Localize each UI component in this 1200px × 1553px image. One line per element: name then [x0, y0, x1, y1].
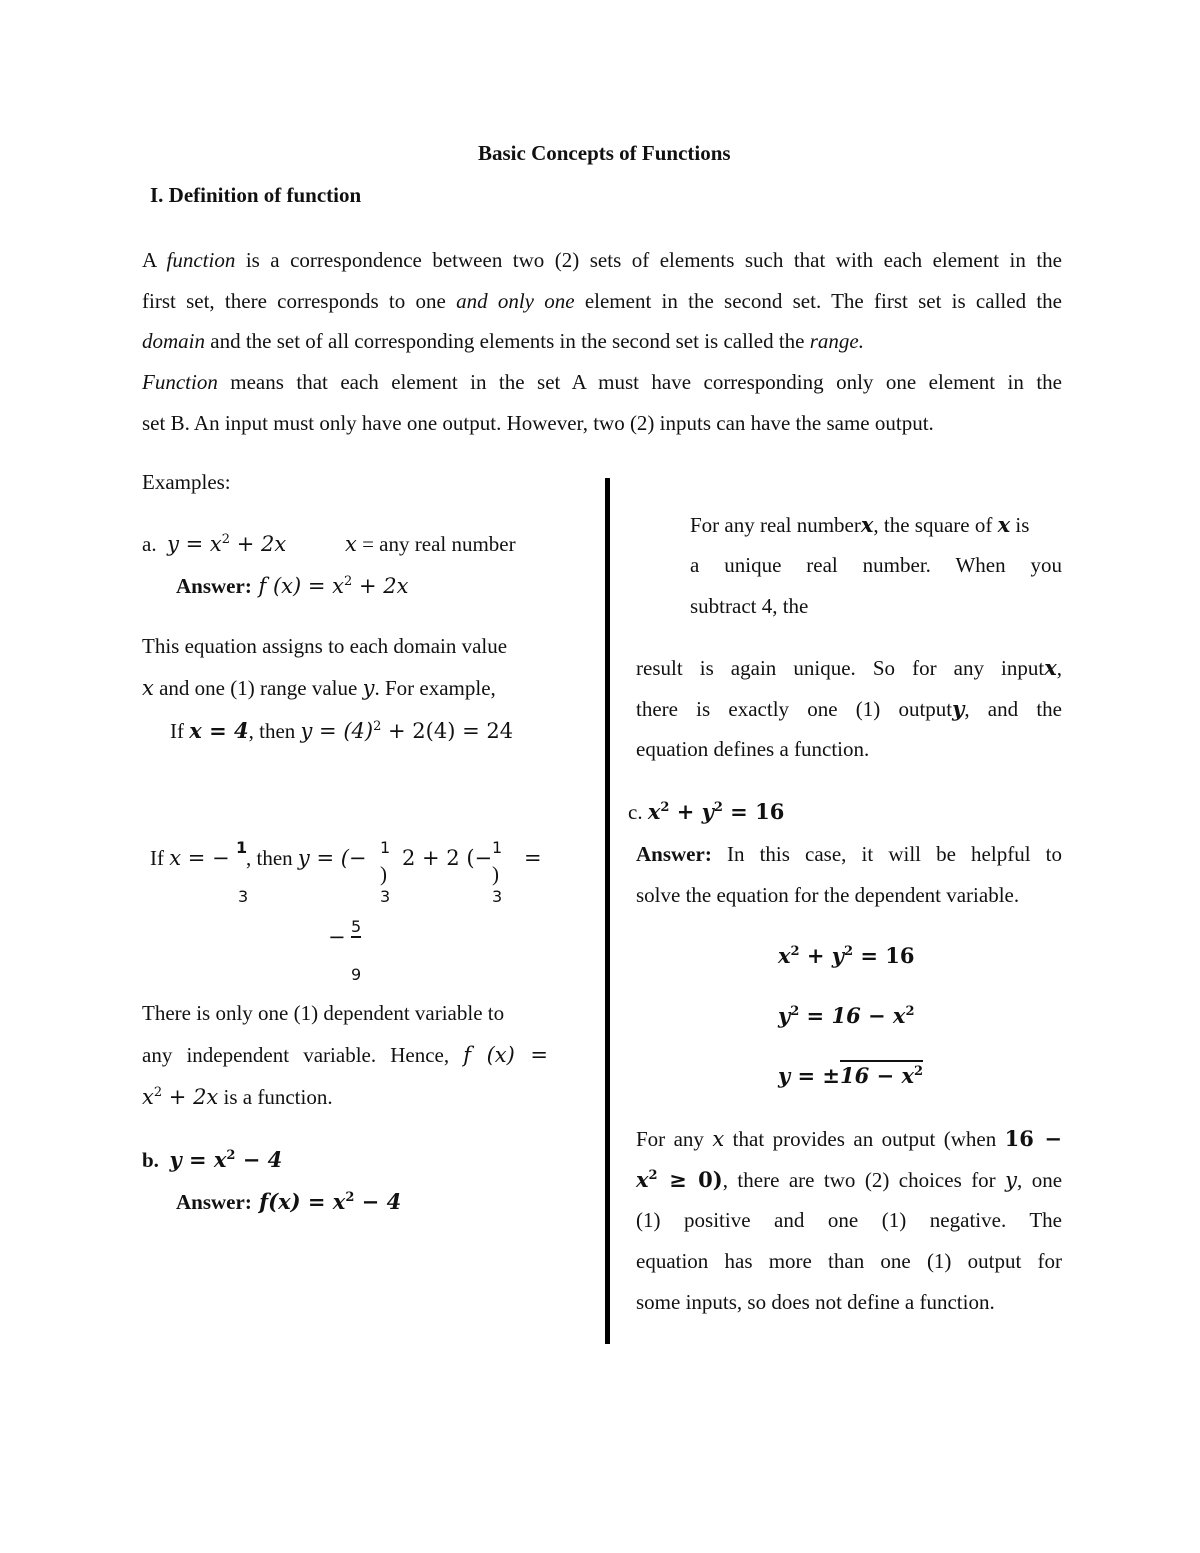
- fraction-numerator: 1: [492, 838, 503, 857]
- example-c-answer: Answer: In this case, it will be helpful to: [636, 842, 1062, 866]
- equals-sign: =: [524, 846, 542, 870]
- example-c-conclusion: (1) positive and one (1) negative. The: [636, 1208, 1062, 1232]
- example-b-explain: there is exactly one (1) outputy, and the: [636, 696, 1062, 721]
- examples-label: Examples:: [142, 470, 231, 494]
- example-c-answer: solve the equation for the dependent variable.: [636, 883, 1020, 907]
- sqrt-radicand: $16 - x^2$: [840, 1060, 923, 1088]
- example-c-equation: c. $x^2 + y^2 = 16$: [628, 799, 785, 824]
- example-b-equation: b. $y = x^2 - 4$: [142, 1147, 283, 1172]
- example-a-calc-1: If x = 4, then $y = (4)^2 + 2(4) = 24$: [170, 718, 514, 743]
- example-a-explain: This equation assigns to each domain value: [142, 634, 508, 658]
- fraction-denominator: 3: [492, 887, 503, 906]
- example-b-explain: subtract 4, the: [690, 594, 809, 618]
- example-a-calc-2-then: , then y = (−: [246, 846, 367, 870]
- fraction-paren: ): [492, 862, 499, 886]
- definition-line: domain and the set of all corresponding elements in the second set is called the range.: [142, 329, 864, 353]
- example-a-equation: a. $y = x^2 + 2x$: [142, 532, 287, 556]
- definition-line: A function is a correspondence between two (2) sets of elements such that with each element in the: [142, 248, 1062, 272]
- example-c-step-1: $x^2 + y^2 = 16$: [778, 943, 915, 968]
- page-title: Basic Concepts of Functions: [478, 141, 731, 165]
- example-b-explain: result is again unique. So for any inputx,: [636, 655, 1062, 680]
- fraction-numerator: 1: [236, 838, 248, 857]
- result-denominator: 9: [351, 965, 362, 984]
- example-c-conclusion: some inputs, so does not define a function.: [636, 1290, 995, 1314]
- example-c-step-2: $y^2 = 16 - x^2$: [778, 1003, 915, 1028]
- example-a-conclusion: $x^2 + 2x$ is a function.: [142, 1085, 333, 1109]
- fraction-numerator: 1: [380, 838, 391, 857]
- section-heading: I. Definition of function: [150, 183, 362, 207]
- example-a-conclusion: There is only one (1) dependent variable to: [142, 1001, 505, 1025]
- example-b-explain: equation defines a function.: [636, 737, 870, 761]
- result-numerator: 5: [351, 917, 362, 936]
- example-b-explain: For any real numberx, the square of x is: [690, 512, 1030, 537]
- column-divider: [605, 478, 610, 1344]
- example-a-answer: Answer: f $(x) = x^2 + 2x$: [176, 574, 409, 598]
- fraction-denominator: 3: [380, 887, 391, 906]
- example-c-conclusion: For any x that provides an output (when 16 −: [636, 1126, 1062, 1151]
- example-b-answer: Answer: $f(x) = x^2 - 4$: [176, 1189, 402, 1214]
- result-sign: −: [328, 925, 346, 949]
- example-a-calc-2: If x = −: [150, 846, 230, 870]
- definition-line: Function means that each element in the set A must have corresponding only one element in the: [142, 370, 1062, 394]
- example-c-step-3: $y = \pm 16 - x^2$: [778, 1063, 923, 1089]
- definition-line: first set, there corresponds to one and only one element in the second set. The first set is called the: [142, 289, 1062, 313]
- fraction-denominator: 3: [238, 887, 249, 906]
- example-a-calc-2-mid: 2 + 2 (−: [402, 846, 493, 870]
- fraction-paren: ): [380, 862, 387, 886]
- example-c-conclusion: $x^2 \ge 0$), there are two (2) choices for y, one: [636, 1167, 1063, 1192]
- example-a-conclusion: any independent variable. Hence, f (x) =: [142, 1043, 548, 1067]
- example-c-conclusion: equation has more than one (1) output for: [636, 1249, 1062, 1273]
- example-a-domain: x = any real number: [345, 532, 516, 556]
- example-b-explain: a unique real number. When you: [690, 553, 1062, 577]
- example-a-explain: x and one (1) range value y. For example,: [142, 676, 496, 700]
- definition-line: set B. An input must only have one output. However, two (2) inputs can have the same output.: [142, 411, 934, 435]
